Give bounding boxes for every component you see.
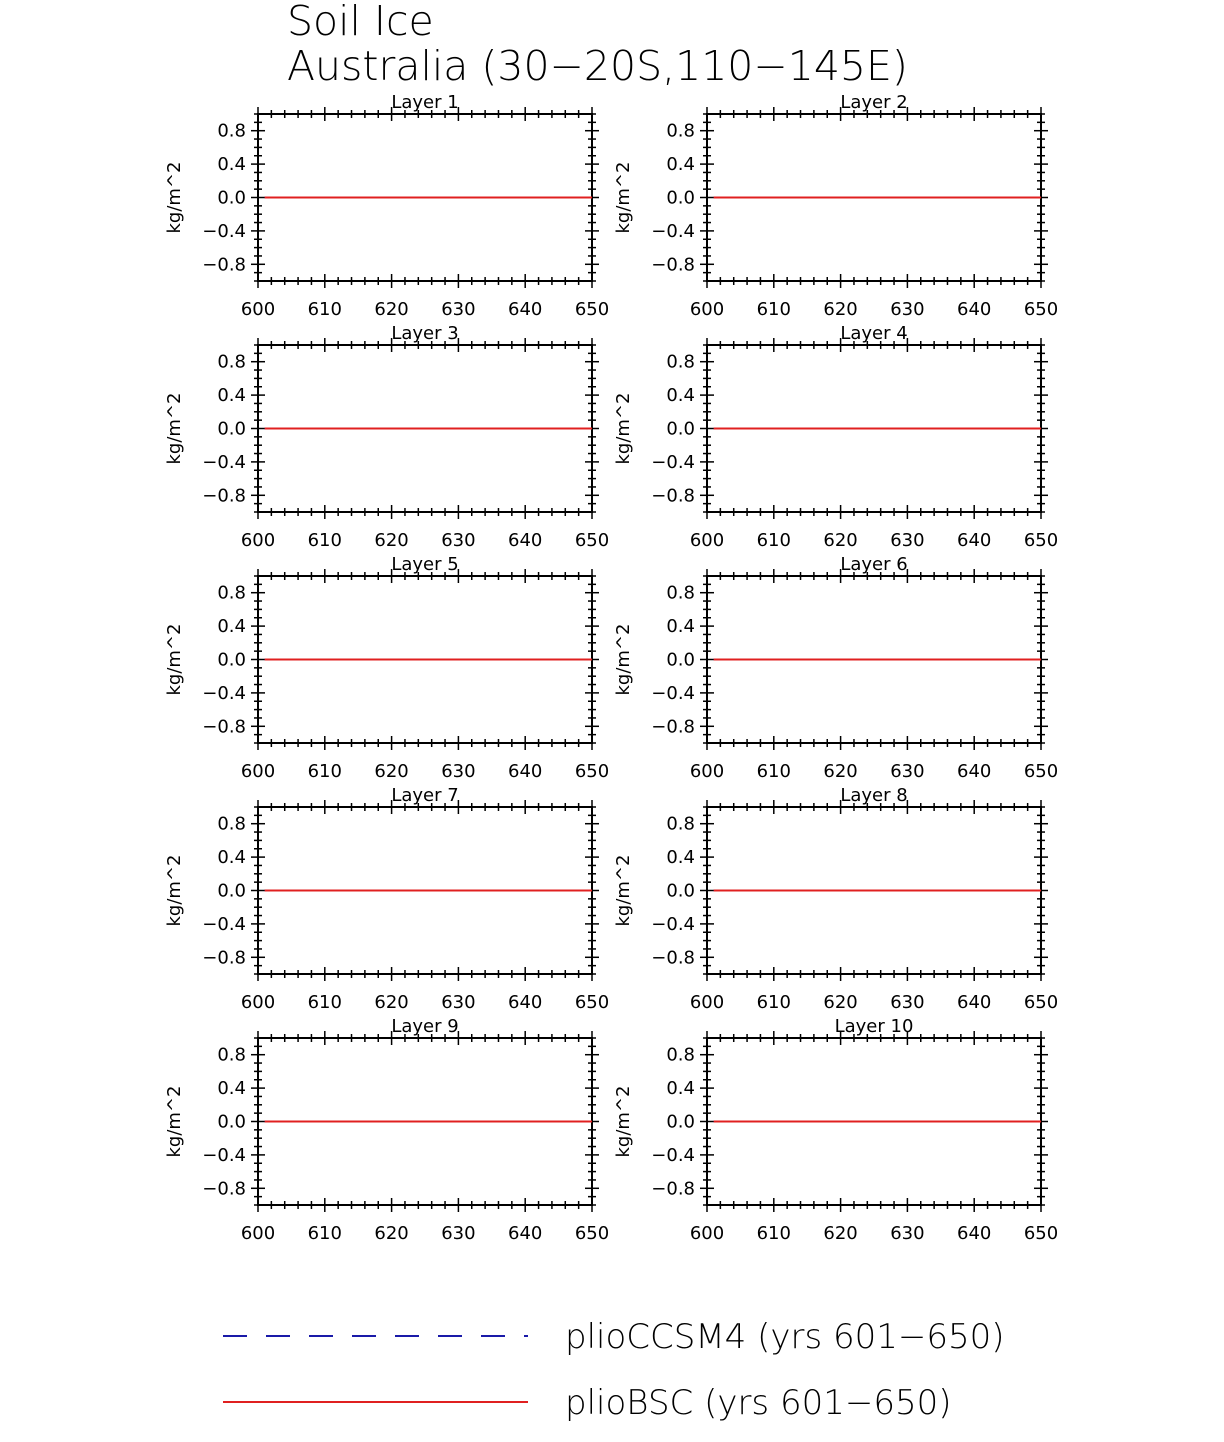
x-tick-label: 650 xyxy=(1023,530,1059,551)
x-tick-label: 640 xyxy=(508,299,543,320)
y-axis-label-layer-9: kg/m^2 xyxy=(164,1085,185,1158)
x-tick-label: 610 xyxy=(307,992,342,1013)
x-tick-label: 600 xyxy=(240,761,276,782)
y-tick-label: 0.0 xyxy=(217,880,246,902)
y-tick-label: 0.8 xyxy=(666,813,695,835)
x-tick-label: 640 xyxy=(957,1223,992,1244)
y-tick-label: 0.8 xyxy=(217,1044,246,1066)
y-tick-label: −0.8 xyxy=(202,1178,246,1200)
y-tick-label: −0.4 xyxy=(651,913,695,935)
x-tick-label: 630 xyxy=(441,299,476,320)
x-tick-label: 620 xyxy=(374,992,409,1013)
y-tick-label: −0.8 xyxy=(651,716,695,738)
x-tick-label: 630 xyxy=(441,992,476,1013)
y-tick-label: −0.4 xyxy=(651,682,695,704)
y-tick-label: 0.8 xyxy=(217,813,246,835)
y-tick-label: 0.0 xyxy=(666,880,695,902)
x-tick-label: 630 xyxy=(890,1223,925,1244)
y-tick-label: 0.8 xyxy=(666,1044,695,1066)
y-tick-label: 0.0 xyxy=(217,1111,246,1133)
x-tick-label: 630 xyxy=(890,761,925,782)
y-tick-label: −0.8 xyxy=(202,254,246,276)
x-tick-label: 630 xyxy=(441,1223,476,1244)
y-axis-label-layer-2: kg/m^2 xyxy=(613,161,634,234)
panel-title-layer-3: Layer 3 xyxy=(391,323,459,344)
x-tick-label: 610 xyxy=(307,299,342,320)
y-axis-label-layer-10: kg/m^2 xyxy=(613,1085,634,1158)
x-tick-label: 630 xyxy=(890,992,925,1013)
x-tick-label: 650 xyxy=(574,1223,610,1244)
legend-label-2: plioBSC (yrs 601−650) xyxy=(565,1383,952,1423)
x-tick-label: 620 xyxy=(823,1223,858,1244)
y-tick-label: −0.8 xyxy=(651,1178,695,1200)
y-tick-label: 0.8 xyxy=(666,582,695,604)
y-tick-label: 0.8 xyxy=(217,120,246,142)
y-tick-label: 0.4 xyxy=(666,154,695,176)
y-axis-label-layer-1: kg/m^2 xyxy=(164,161,185,234)
y-tick-label: −0.8 xyxy=(651,254,695,276)
x-tick-label: 600 xyxy=(689,992,725,1013)
y-tick-label: −0.8 xyxy=(202,716,246,738)
y-tick-label: 0.8 xyxy=(217,582,246,604)
y-tick-label: 0.4 xyxy=(217,1078,246,1100)
panel-layer-4 xyxy=(613,323,1058,551)
x-tick-label: 640 xyxy=(957,299,992,320)
panel-layer-6 xyxy=(613,554,1058,782)
y-tick-label: 0.4 xyxy=(217,847,246,869)
y-axis-label-layer-5: kg/m^2 xyxy=(164,623,185,696)
x-tick-label: 630 xyxy=(890,530,925,551)
x-tick-label: 650 xyxy=(574,761,610,782)
x-tick-label: 640 xyxy=(508,530,543,551)
y-tick-label: −0.4 xyxy=(202,682,246,704)
x-tick-label: 620 xyxy=(374,761,409,782)
x-tick-label: 610 xyxy=(756,530,791,551)
y-axis-label-layer-7: kg/m^2 xyxy=(164,854,185,927)
y-tick-label: −0.4 xyxy=(651,1144,695,1166)
panel-layer-7 xyxy=(164,785,609,1013)
x-tick-label: 610 xyxy=(756,761,791,782)
y-axis-label-layer-4: kg/m^2 xyxy=(613,392,634,465)
x-tick-label: 600 xyxy=(689,299,725,320)
x-tick-label: 620 xyxy=(374,299,409,320)
x-tick-label: 600 xyxy=(240,1223,276,1244)
x-tick-label: 640 xyxy=(957,530,992,551)
y-tick-label: −0.8 xyxy=(202,947,246,969)
y-tick-label: 0.4 xyxy=(666,385,695,407)
panel-layer-10 xyxy=(613,1016,1058,1244)
y-tick-label: 0.4 xyxy=(666,616,695,638)
x-tick-label: 610 xyxy=(307,1223,342,1244)
figure-title-line1: Soil Ice xyxy=(287,0,434,45)
x-tick-label: 610 xyxy=(307,761,342,782)
x-tick-label: 650 xyxy=(1023,761,1059,782)
x-tick-label: 640 xyxy=(508,992,543,1013)
x-tick-label: 620 xyxy=(374,530,409,551)
panel-title-layer-4: Layer 4 xyxy=(840,323,908,344)
y-tick-label: 0.8 xyxy=(217,351,246,373)
y-tick-label: −0.8 xyxy=(651,485,695,507)
x-tick-label: 630 xyxy=(890,299,925,320)
x-tick-label: 620 xyxy=(374,1223,409,1244)
y-tick-label: 0.0 xyxy=(666,1111,695,1133)
x-tick-label: 620 xyxy=(823,761,858,782)
y-axis-label-layer-8: kg/m^2 xyxy=(613,854,634,927)
y-tick-label: −0.4 xyxy=(202,451,246,473)
y-tick-label: −0.8 xyxy=(651,947,695,969)
panel-title-layer-10: Layer 10 xyxy=(834,1016,914,1037)
panel-layer-9 xyxy=(164,1016,609,1244)
y-tick-label: −0.8 xyxy=(202,485,246,507)
x-tick-label: 650 xyxy=(1023,992,1059,1013)
y-tick-label: −0.4 xyxy=(202,220,246,242)
y-tick-label: −0.4 xyxy=(202,913,246,935)
panel-title-layer-5: Layer 5 xyxy=(391,554,459,575)
x-tick-label: 640 xyxy=(957,761,992,782)
x-tick-label: 640 xyxy=(508,761,543,782)
x-tick-label: 650 xyxy=(1023,1223,1059,1244)
x-tick-label: 620 xyxy=(823,299,858,320)
y-tick-label: −0.4 xyxy=(651,451,695,473)
y-tick-label: 0.0 xyxy=(217,187,246,209)
y-tick-label: 0.8 xyxy=(666,351,695,373)
x-tick-label: 600 xyxy=(240,530,276,551)
panel-title-layer-1: Layer 1 xyxy=(391,92,459,113)
y-tick-label: 0.4 xyxy=(217,616,246,638)
y-tick-label: 0.0 xyxy=(666,649,695,671)
x-tick-label: 620 xyxy=(823,530,858,551)
y-tick-label: 0.4 xyxy=(666,847,695,869)
y-axis-label-layer-3: kg/m^2 xyxy=(164,392,185,465)
x-tick-label: 610 xyxy=(756,1223,791,1244)
y-tick-label: −0.4 xyxy=(651,220,695,242)
x-tick-label: 610 xyxy=(756,992,791,1013)
x-tick-label: 620 xyxy=(823,992,858,1013)
y-tick-label: 0.8 xyxy=(666,120,695,142)
panel-title-layer-9: Layer 9 xyxy=(391,1016,459,1037)
x-tick-label: 600 xyxy=(240,299,276,320)
y-tick-label: 0.0 xyxy=(666,187,695,209)
x-tick-label: 600 xyxy=(240,992,276,1013)
y-tick-label: 0.4 xyxy=(217,154,246,176)
x-tick-label: 610 xyxy=(307,530,342,551)
panel-layer-3 xyxy=(164,323,609,551)
x-tick-label: 600 xyxy=(689,761,725,782)
legend-label-1: plioCCSM4 (yrs 601−650) xyxy=(565,1317,1005,1357)
panel-layer-1 xyxy=(164,92,609,320)
y-tick-label: 0.0 xyxy=(217,418,246,440)
y-tick-label: −0.4 xyxy=(202,1144,246,1166)
x-tick-label: 630 xyxy=(441,761,476,782)
panel-layer-8 xyxy=(613,785,1058,1013)
y-tick-label: 0.0 xyxy=(666,418,695,440)
x-tick-label: 650 xyxy=(574,299,610,320)
y-tick-label: 0.4 xyxy=(666,1078,695,1100)
x-tick-label: 600 xyxy=(689,530,725,551)
x-tick-label: 650 xyxy=(574,992,610,1013)
x-tick-label: 600 xyxy=(689,1223,725,1244)
x-tick-label: 640 xyxy=(957,992,992,1013)
panel-title-layer-8: Layer 8 xyxy=(840,785,908,806)
y-tick-label: 0.0 xyxy=(217,649,246,671)
figure-title-line2: Australia (30−20S,110−145E) xyxy=(287,42,908,90)
x-tick-label: 650 xyxy=(1023,299,1059,320)
x-tick-label: 640 xyxy=(508,1223,543,1244)
panel-title-layer-2: Layer 2 xyxy=(840,92,908,113)
y-tick-label: 0.4 xyxy=(217,385,246,407)
legend xyxy=(223,1317,1005,1423)
panel-grid xyxy=(164,92,1058,1244)
panel-title-layer-6: Layer 6 xyxy=(840,554,908,575)
y-axis-label-layer-6: kg/m^2 xyxy=(613,623,634,696)
x-tick-label: 610 xyxy=(756,299,791,320)
x-tick-label: 650 xyxy=(574,530,610,551)
panel-layer-5 xyxy=(164,554,609,782)
panel-layer-2 xyxy=(613,92,1058,320)
x-tick-label: 630 xyxy=(441,530,476,551)
panel-title-layer-7: Layer 7 xyxy=(391,785,459,806)
